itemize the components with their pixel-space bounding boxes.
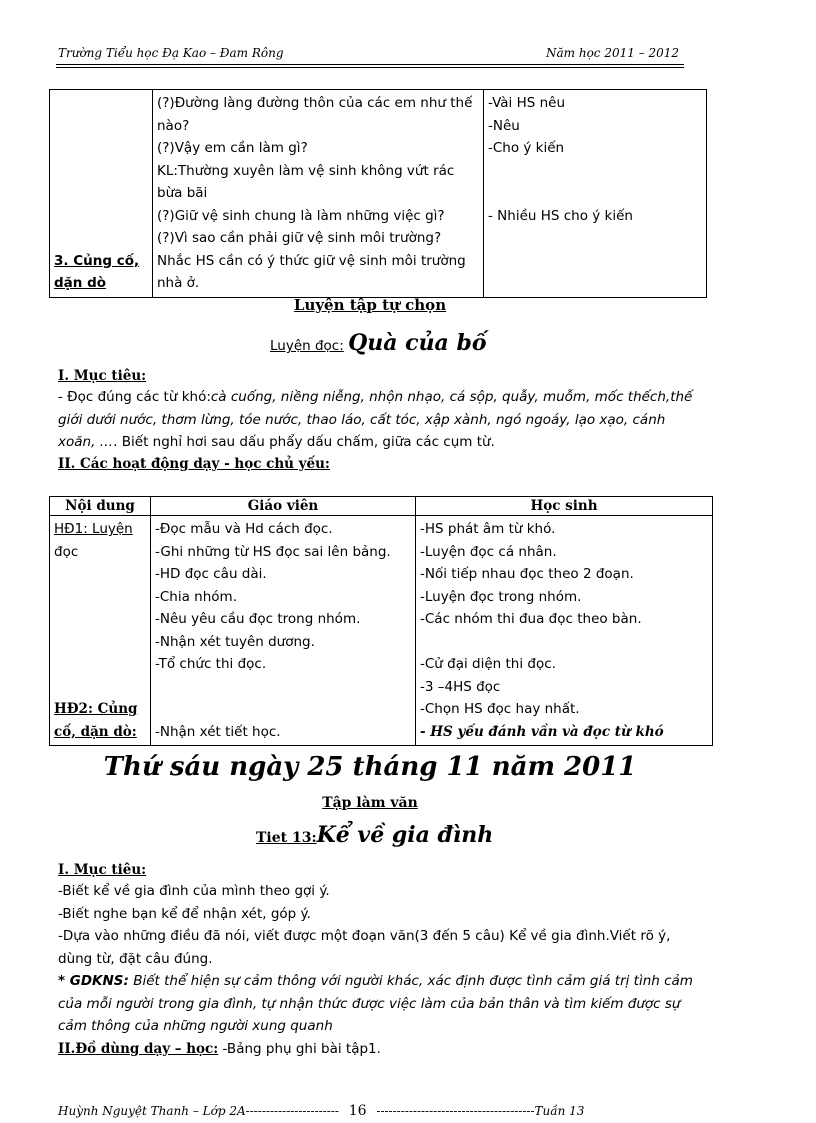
reading-heading	[270, 330, 487, 356]
footer-page: 16	[348, 1103, 367, 1119]
activities-heading: II. Các hoạt động dạy - học chủ yếu:	[58, 456, 330, 472]
footer-week: Tuần 13	[534, 1104, 585, 1118]
footer-author: Huỳnh Nguyệt Thanh – Lớp 2A	[58, 1104, 246, 1118]
section-label-2: dặn dò	[54, 275, 107, 291]
teacher-step: -Ghi những từ HS đọc sai lên bảng.	[155, 543, 391, 560]
teacher-cell	[153, 90, 484, 298]
gdkns-line	[58, 970, 698, 993]
student-step: -3 –4HS đọc	[420, 678, 501, 695]
tools-label: II.Đồ dùng dạy – học:	[58, 1040, 219, 1057]
student-step: -Luyện đọc cá nhân.	[420, 543, 557, 560]
reading-title: Quà của bố	[348, 330, 487, 356]
date-heading: Thứ sáu ngày 25 tháng 11 năm 2011	[103, 752, 637, 782]
objective-line: -Biết nghe bạn kể để nhận xét, góp ý.	[58, 905, 311, 922]
teacher-step: -HD đọc câu dài.	[155, 566, 267, 582]
objective-line: -Dựa vào những điều đã nói, viết được một đoạn văn(3 đến 5 câu) Kể về gia đình.Viết rõ ý,	[58, 928, 671, 944]
hd1-label-2: đọc	[54, 543, 79, 560]
objective-line: -Biết kể về gia đình của mình theo gợi ý.	[58, 883, 330, 899]
section-label-1: 3. Củng cố,	[54, 252, 140, 269]
student-step: -Các nhóm thi đua đọc theo bàn.	[420, 611, 642, 627]
teacher-step: -Nêu yêu cầu đọc trong nhóm.	[155, 611, 361, 627]
student-step: -Nối tiếp nhau đọc theo 2 đoạn.	[420, 566, 634, 582]
student-line: -Vài HS nêu	[488, 95, 566, 111]
tools-line	[58, 1038, 698, 1061]
teacher-step	[155, 698, 411, 721]
difficult-words-3: xoăn, …	[58, 434, 114, 450]
hd2-label-2: cố, dặn dò:	[54, 723, 137, 740]
col-header-teacher: Giáo viên	[151, 497, 416, 516]
teacher-step: -Chia nhóm.	[155, 588, 237, 605]
objective-line: dùng từ, đặt câu đúng.	[58, 950, 213, 967]
col-header-content: Nội dung	[50, 497, 151, 516]
objective-prefix: - Đọc đúng các từ khó:	[58, 389, 211, 405]
teacher-cell-2	[151, 516, 416, 746]
student-line: -Nêu	[488, 117, 520, 134]
teacher-line: bừa bãi	[157, 185, 208, 201]
hd2-label: HĐ2: Củng	[54, 701, 138, 717]
activity-table-1	[49, 89, 707, 298]
student-step: -Luyện đọc trong nhóm.	[420, 588, 582, 605]
student-line	[488, 160, 702, 183]
student-step: -Chọn HS đọc hay nhất.	[420, 701, 580, 717]
section-cell	[50, 90, 153, 298]
teacher-step: -Tổ chức thi đọc.	[155, 656, 267, 672]
teacher-line: nào?	[157, 117, 190, 134]
header-divider	[56, 64, 684, 68]
teacher-line: (?)Đường làng đường thôn của các em như thế	[157, 95, 473, 111]
student-line: -Cho ý kiến	[488, 140, 565, 156]
subject-title: Tập làm văn	[322, 795, 418, 811]
objectives-heading-2: I. Mục tiêu:	[58, 862, 147, 878]
student-line: - Nhiều HS cho ý kiến	[488, 207, 633, 224]
hd1-label: HĐ1: Luyện	[54, 521, 133, 537]
teacher-step: -Nhận xét tiết học.	[155, 723, 281, 740]
practice-title: Luyện tập tự chọn	[293, 296, 447, 314]
teacher-step: -Đọc mẫu và Hd cách đọc.	[155, 521, 333, 537]
objective-rest: . Biết nghỉ hơi sau dấu phẩy dấu chấm, giữa các cụm từ.	[113, 434, 495, 450]
teacher-line: (?)Vì sao cần phải giữ vệ sinh môi trường?	[157, 230, 442, 246]
objectives-text	[58, 386, 698, 454]
reading-label: Luyện đọc:	[270, 338, 344, 354]
gdkns-label: * GDKNS:	[58, 973, 129, 989]
content-cell	[50, 516, 151, 746]
student-cell	[484, 90, 707, 298]
gdkns-text-2: của mỗi người trong gia đình, tự nhận thức được việc làm của bản thân và tìm kiếm được sự	[58, 995, 681, 1012]
objectives-heading: I. Mục tiêu:	[58, 368, 147, 384]
footer-dashes: ---------------------------------------	[376, 1104, 535, 1118]
teacher-step: -Nhận xét tuyên dương.	[155, 633, 315, 650]
lesson-heading	[256, 822, 493, 848]
student-step	[420, 631, 708, 654]
student-cell-2	[416, 516, 713, 746]
student-line	[488, 182, 702, 205]
student-step-emphasis: - HS yếu đánh vần và đọc từ khó	[420, 723, 664, 740]
tools-text: -Bảng phụ ghi bài tập1.	[218, 1040, 381, 1057]
student-step: -Cử đại diện thi đọc.	[420, 656, 556, 672]
objectives-2-text	[58, 880, 698, 1060]
footer	[58, 1103, 658, 1119]
student-step: -HS phát âm từ khó.	[420, 521, 556, 537]
objective-line	[58, 386, 698, 409]
lesson-title: Kể về gia đình	[316, 822, 494, 848]
teacher-line: (?)Giữ vệ sinh chung là làm những việc gì?	[157, 207, 445, 224]
gdkns-text-1: Biết thể hiện sự cảm thông với người khác, xác định được tình cảm giá trị tình cảm	[128, 973, 693, 989]
footer-dashes: -----------------------	[245, 1104, 339, 1118]
teacher-line: nhà ở.	[157, 275, 200, 291]
teacher-line: Nhắc HS cần có ý thức giữ vệ sinh môi trường	[157, 252, 466, 269]
difficult-words-2: giới dưới nước, thơm lừng, tóe nước, thao láo, cất tóc, xập xành, ngó ngoáy, lạo xạo, cánh	[58, 411, 666, 428]
lesson-label: Tiet 13:	[256, 830, 317, 846]
teacher-line: (?)Vậy em cần làm gì?	[157, 140, 308, 156]
header-year: Năm học 2011 – 2012	[546, 46, 680, 60]
teacher-step	[155, 676, 411, 699]
teacher-line: KL:Thường xuyên làm vệ sinh không vứt rác	[157, 162, 455, 179]
activity-table-2	[49, 496, 713, 746]
gdkns-text-3: cảm thông của những người xung quanh	[58, 1018, 333, 1034]
header-school: Trường Tiểu học Đạ Kao – Đam Rông	[58, 46, 284, 60]
objective-line	[58, 431, 698, 454]
col-header-student: Học sinh	[416, 497, 713, 516]
difficult-words-1: cà cuống, niềng niễng, nhộn nhạo, cá sộp, quẫy, muỗm, mốc thếch,thế	[210, 389, 693, 405]
